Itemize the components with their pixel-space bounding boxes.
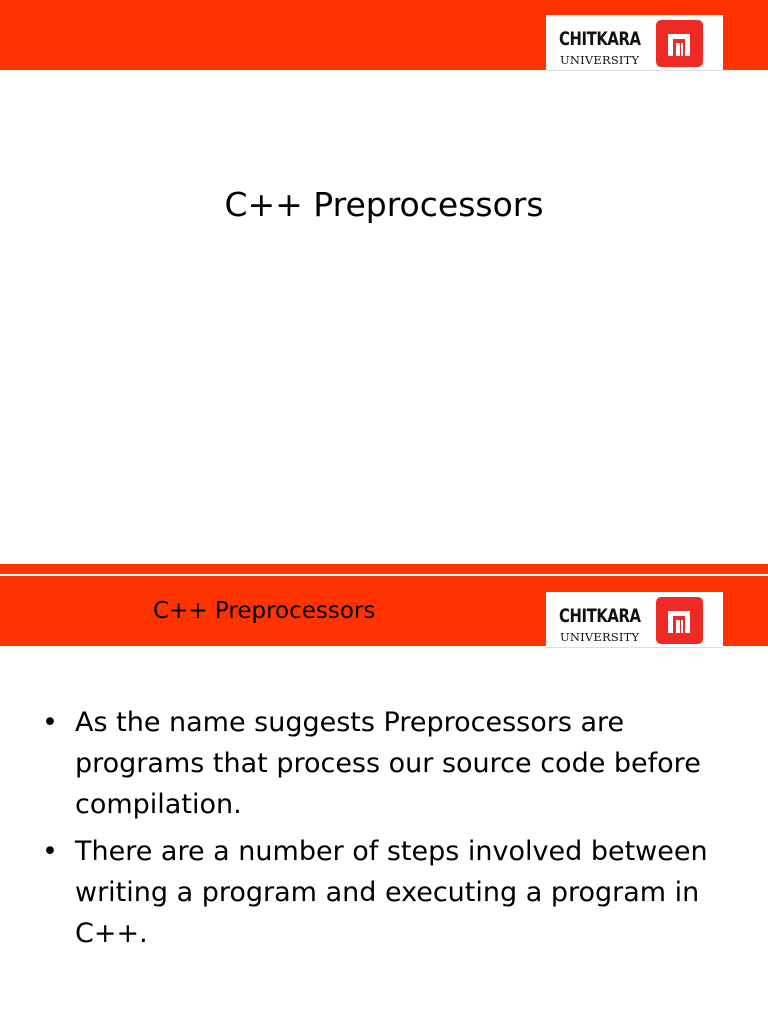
bullet-icon: • [42, 707, 58, 738]
university-logo [546, 15, 723, 71]
logo-mark-icon [656, 597, 703, 644]
content-slide [0, 564, 768, 1024]
logo-name: CHITKARA [559, 28, 641, 50]
bullet-list [42, 702, 742, 960]
bullet-icon: • [42, 836, 58, 867]
slide-title: C++ Preprocessors [224, 185, 544, 224]
bullet-text: As the name suggests Preprocessors are programs that process our source code before compilation. [75, 707, 701, 820]
bullet-text: There are a number of steps involved between writing a program and executing a program in C++. [75, 836, 708, 949]
divider [0, 574, 768, 576]
university-logo [546, 592, 723, 648]
logo-mark-icon [656, 20, 703, 67]
list-item [42, 702, 742, 825]
list-item [42, 831, 742, 954]
logo-name: CHITKARA [559, 605, 641, 627]
slide-header-title: C++ Preprocessors [153, 598, 376, 624]
logo-subtitle: UNIVERSITY [560, 53, 640, 67]
logo-subtitle: UNIVERSITY [560, 630, 640, 644]
